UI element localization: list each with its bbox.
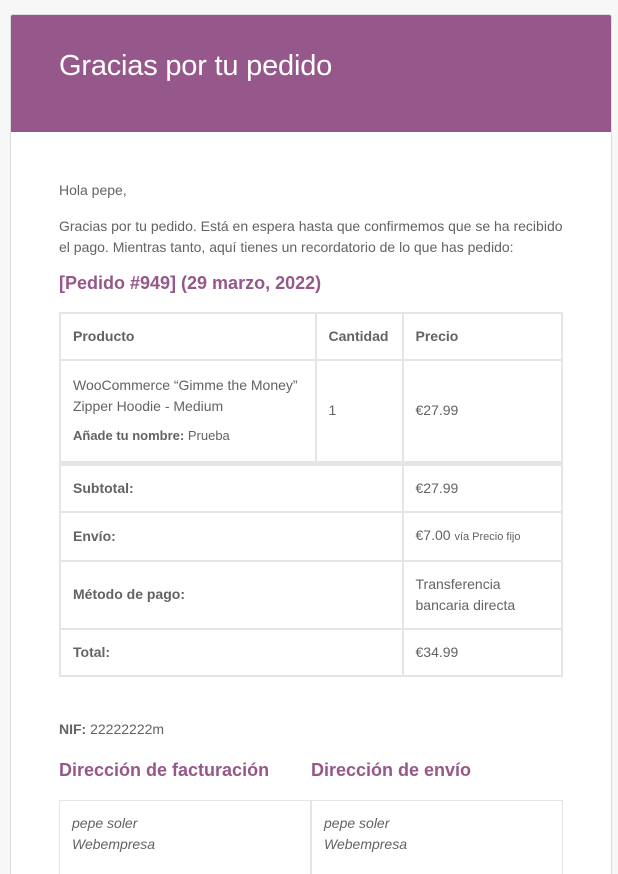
nif-value: 22222222m [90,720,165,737]
billing-name: pepe soler [72,814,138,831]
shipping-label: Envío: [60,512,403,561]
subtotal-label: Subtotal: [60,463,403,512]
subtotal-row [60,463,562,512]
shipping-address-title: Dirección de envío [311,759,472,780]
item-price: €27.99 [403,360,562,463]
billing-company: Webempresa [72,835,156,852]
shipping-cell [403,512,562,561]
shipping-address [311,759,563,874]
table-row [60,360,562,463]
payment-row [60,561,562,629]
nif-label: NIF: [59,720,87,737]
shipping-method: vía Precio fijo [454,530,521,543]
item-product-cell [60,360,316,463]
nif-line [59,719,563,740]
billing-address [59,759,311,874]
billing-address-title: Dirección de facturación [59,759,270,780]
item-meta-label: Añade tu nombre: [73,428,185,444]
email-title: Gracias por tu pedido [59,50,333,82]
shipping-row [60,512,562,561]
addresses [59,759,563,874]
shipping-company: Webempresa [324,835,408,852]
header-quantity: Cantidad [316,313,403,360]
item-name: WooCommerce “Gimme the Money” Zipper Hoodie - Medium [73,377,298,415]
greeting: Hola pepe, [59,182,127,198]
total-label: Total: [60,629,403,676]
item-quantity: 1 [316,360,403,463]
header-product: Producto [60,313,316,360]
order-table [59,312,563,677]
table-header-row [60,313,562,360]
email-header [11,15,611,132]
shipping-address-box [311,800,563,874]
order-heading[interactable] [59,272,563,294]
billing-address-box [59,800,311,874]
total-row [60,629,562,676]
payment-value: Transferencia bancaria directa [403,561,562,629]
shipping-value: €7.00 [415,526,451,543]
item-meta-value: Prueba [187,428,230,444]
payment-label: Método de pago: [60,561,403,629]
item-meta [73,425,303,446]
subtotal-value: €27.99 [403,463,562,512]
intro-text: Gracias por tu pedido. Está en espera hasta que confirmemos que se ha recibido el pago. Mientras tanto, aquí tienes un recordatorio de lo que has pedido: [59,218,563,255]
email-container [10,14,612,874]
email-body [11,132,611,874]
shipping-name: pepe soler [324,814,390,831]
total-value: €34.99 [403,629,562,676]
header-price: Precio [403,313,562,360]
order-heading-text[interactable]: [Pedido #949] (29 marzo, 2022) [59,273,322,293]
